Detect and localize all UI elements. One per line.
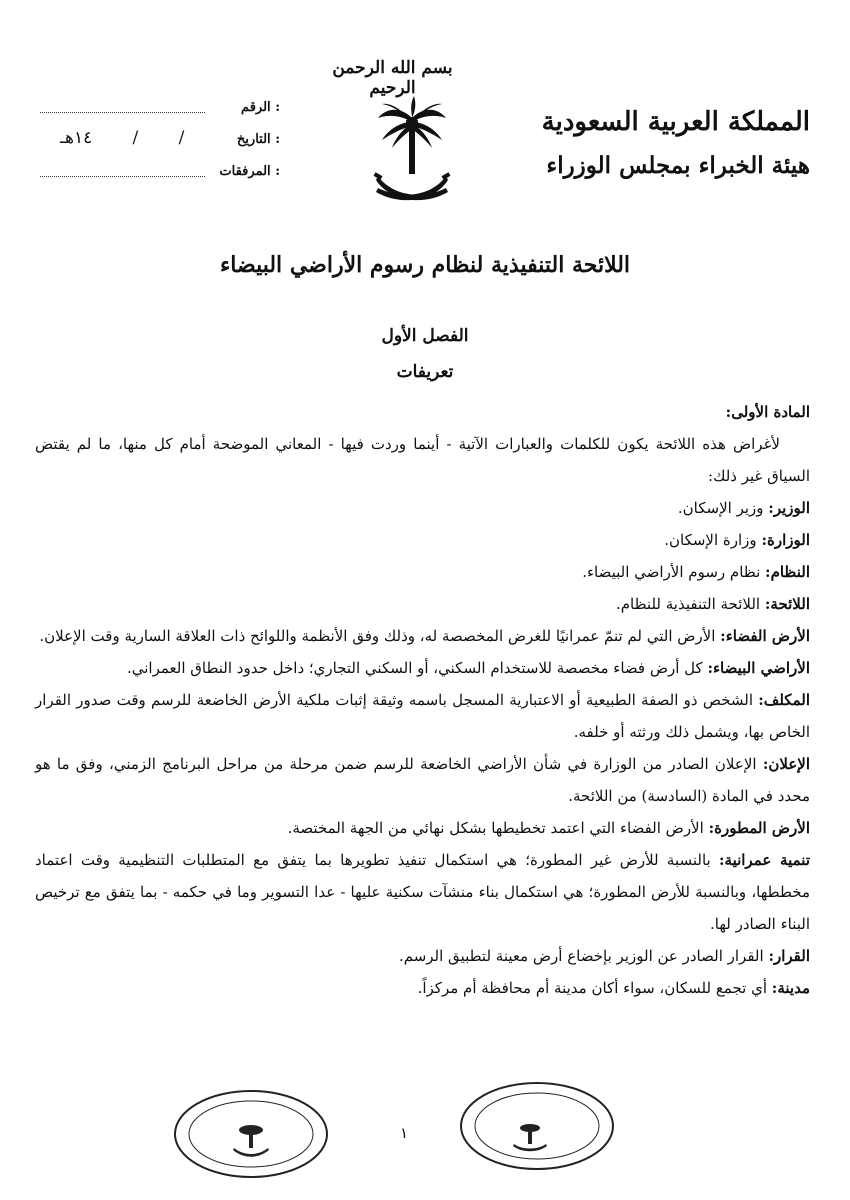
definition-text: الشخص ذو الصفة الطبيعية أو الاعتبارية المسجل باسمه وثيقة إثبات ملكية الأرض الخاضعة للرسم وقت صدور القرار الخاص بها، ويشمل ذلك ورثته أو خلفه. (35, 691, 810, 741)
definition-item (35, 524, 810, 556)
attachments-label: المرفقات : (219, 164, 280, 179)
definition-item (35, 812, 810, 844)
definition-term: المكلف: (758, 691, 810, 709)
attachments-row (40, 164, 280, 196)
date-label: التاريخ : (236, 132, 280, 147)
definition-term: الوزير: (768, 499, 810, 517)
article-heading: المادة الأولى: (725, 403, 810, 421)
definition-text: بالنسبة للأرض غير المطورة؛ هي استكمال تنفيذ تطويرها بما يتفق مع المتطلبات التنظيمية وقت اعتماد مخططها، وبالنسبة للأرض المطورة؛ هي استكمال بناء منشآت سكنية عليها - عدا التسوير وما في حكمه - بما يتفق مع ترخيص البناء الصادر لها. (35, 851, 810, 933)
date-row (40, 128, 280, 164)
reference-block (40, 100, 280, 196)
definition-term: مدينة: (771, 979, 810, 997)
definition-text: وزارة الإسكان. (664, 531, 762, 549)
official-seal-left-icon (172, 1088, 330, 1180)
definition-term: الإعلان: (762, 755, 810, 773)
date-sep-1: / (178, 128, 185, 148)
definition-item (35, 588, 810, 620)
definition-term: الأرض المطورة: (708, 819, 810, 837)
attachments-line (40, 176, 205, 177)
definition-term: الأراضي البيضاء: (707, 659, 810, 677)
document-title: اللائحة التنفيذية لنظام رسوم الأراضي البيضاء (219, 252, 631, 278)
definition-term: القرار: (768, 947, 810, 965)
definition-item (35, 684, 810, 748)
definition-text: القرار الصادر عن الوزير بإخضاع أرض معينة لتطبيق الرسم. (398, 947, 769, 965)
definition-term: النظام: (765, 563, 810, 581)
official-seal-right-icon (458, 1080, 616, 1172)
gov-line-kingdom: المملكة العربية السعودية (541, 107, 810, 137)
saudi-emblem-icon (372, 96, 452, 216)
definition-text: الأرض الفضاء التي اعتمد تخطيطها بشكل نهائي من الجهة المختصة. (287, 819, 709, 837)
date-year-suffix: ١٤هـ (60, 128, 93, 148)
ref-line (40, 112, 205, 113)
gov-line-authority: هيئة الخبراء بمجلس الوزراء (546, 152, 810, 179)
definition-text: الأرض التي لم تنمّ عمرانيًا للغرض المخصصة له، وذلك وفق الأنظمة واللوائح ذات العلاقة السارية وقت الإعلان. (39, 627, 721, 645)
definition-item (35, 844, 810, 940)
definition-term: اللائحة: (764, 595, 810, 613)
article-intro: لأغراض هذه اللائحة يكون للكلمات والعبارات الآتية - أينما وردت فيها - المعاني الموضحة أمام كل منها، ما لم يقتض السياق غير ذلك: (35, 435, 810, 485)
definition-text: كل أرض فضاء مخصصة للاستخدام السكني، أو السكني التجاري؛ داخل حدود النطاق العمراني. (126, 659, 708, 677)
ref-label: الرقم : (241, 100, 280, 115)
date-blank-day (225, 128, 230, 148)
basmala: بسم الله الرحمن الرحيم (332, 58, 453, 98)
date-sep-2: / (132, 128, 139, 148)
definition-text: نظام رسوم الأراضي البيضاء. (582, 563, 766, 581)
definition-text: اللائحة التنفيذية للنظام. (615, 595, 765, 613)
definition-item (35, 652, 810, 684)
definition-item (35, 940, 810, 972)
document-body (35, 396, 810, 1004)
definitions-list (35, 492, 810, 1004)
definition-term: تنمية عمرانية: (718, 851, 811, 869)
definition-item (35, 748, 810, 812)
page-number: ١ (400, 1124, 409, 1142)
definition-item (35, 972, 810, 1004)
definition-term: الأرض الفضاء: (720, 627, 810, 645)
definition-item (35, 620, 810, 652)
definition-item (35, 556, 810, 588)
government-header (510, 100, 810, 188)
definition-text: وزير الإسكان. (677, 499, 769, 517)
definition-item (35, 492, 810, 524)
definition-text: الإعلان الصادر من الوزارة في شأن الأراضي الخاضعة للرسم ضمن مرحلة من مراحل البرنامج الزمني، وفق ما هو محدد في المادة (السادسة) من اللائحة. (35, 755, 810, 805)
chapter-heading: الفصل الأول (381, 326, 469, 346)
chapter-subtitle: تعريفات (396, 362, 454, 382)
definition-text: أي تجمع للسكان، سواء أكان مدينة أم محافظة أم مركزاً. (417, 979, 772, 997)
definition-term: الوزارة: (761, 531, 810, 549)
date-value (60, 128, 230, 148)
